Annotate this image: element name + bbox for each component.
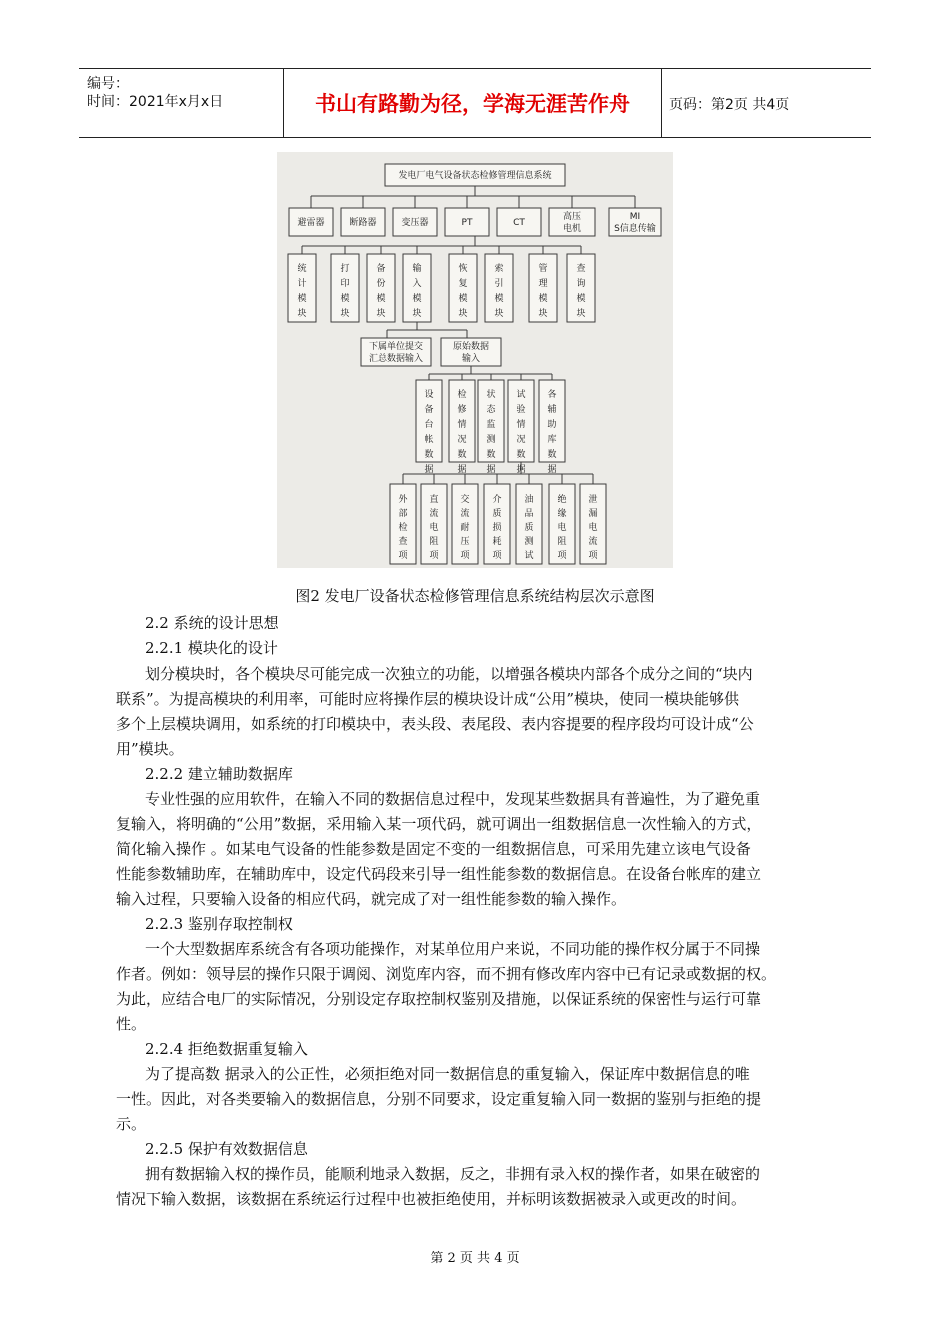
p2-line: 简化输入操作 。如某电气设备的性能参数是固定不变的一组数据信息，可采用先建立该电气设备: [116, 840, 751, 858]
p4-line: 一性。因此，对各类要输入的数据信息，分别不同要求，设定重复输入同一数据的鉴别与拒绝的提: [116, 1090, 762, 1108]
p3-line: 为此，应结合电厂的实际情况，分别设定存取控制权鉴别及措施，以保证系统的保密性与运行可靠: [116, 990, 762, 1008]
level1-label: CT: [513, 218, 525, 228]
section-2-2: 2.2 系统的设计思想: [145, 614, 279, 632]
level4-label: 状态监测数据: [486, 390, 496, 475]
p5-line: 情况下输入数据，该数据在系统运行过程中也被拒绝使用，并标明该数据被录入或更改的时间。: [116, 1190, 747, 1208]
level1-label: 避雷器: [297, 218, 325, 228]
level1-label: 变压器: [401, 218, 429, 228]
level5-label: 外部检查项: [398, 495, 408, 561]
level2-label: 查询模块: [576, 264, 586, 319]
level3-label: 原始数据: [452, 342, 490, 352]
number-label: 编号：: [87, 76, 129, 92]
p1-line: 用”模块。: [116, 740, 184, 758]
level5-label: 泄漏电流项: [588, 495, 598, 561]
p4-line: 示。: [116, 1115, 147, 1133]
level4-label: 检修情况数据: [457, 390, 467, 475]
level5-label: 直流电阻项: [429, 495, 439, 561]
motto: 书山有路勤为径，学海无涯苦作舟: [283, 69, 662, 137]
p3-line: 一个大型数据库系统含有各项功能操作，对某单位用户来说，不同功能的操作权分属于不同操: [145, 940, 761, 958]
level2-label: 打印模块: [340, 264, 350, 319]
level1-label: 电机: [562, 224, 582, 234]
level2-label: 备份模块: [376, 264, 386, 319]
level5-label: 油品质测试: [524, 495, 534, 561]
p3-line: 性。: [116, 1015, 147, 1033]
page-header: [79, 68, 871, 138]
p1-line: 多个上层模块调用，如系统的打印模块中，表头段、表尾段、表内容提要的程序段均可设计成“公: [116, 715, 754, 733]
p3-line: 作者。例如：领导层的操作只限于调阅、浏览库内容，而不拥有修改库内容中已有记录或数据的权。: [116, 965, 777, 983]
level3-label: 汇总数据输入: [368, 354, 424, 364]
level3-label: 下属单位提交: [368, 342, 424, 352]
level2-label: 管理模块: [538, 264, 548, 319]
section-2-2-5: 2.2.5 保护有效数据信息: [145, 1140, 308, 1158]
section-2-2-2: 2.2.2 建立辅助数据库: [145, 765, 293, 783]
diagram-svg: [277, 152, 673, 568]
figure-caption: 图2 发电厂设备状态检修管理信息系统结构层次示意图: [295, 587, 655, 605]
level1-label: MI: [629, 212, 641, 222]
level2-label: 恢复模块: [458, 264, 468, 319]
p5-line: 拥有数据输入权的操作员，能顺利地录入数据，反之，非拥有录入权的操作者，如果在破密的: [145, 1165, 761, 1183]
page-footer: 第 2 页 共 4 页: [430, 1251, 520, 1266]
structure-diagram: [277, 152, 673, 568]
level3-label: 输入: [461, 354, 481, 364]
level2-label: 索引模块: [494, 264, 504, 319]
level5-label: 交流耐压项: [460, 495, 470, 561]
section-2-2-1: 2.2.1 模块化的设计: [145, 639, 278, 657]
section-2-2-4: 2.2.4 拒绝数据重复输入: [145, 1040, 308, 1058]
level1-label: S信息传输: [614, 224, 656, 234]
level2-label: 统计模块: [297, 264, 307, 319]
level1-label: 高压: [562, 212, 582, 222]
level1-label: PT: [461, 218, 473, 228]
p2-line: 复输入，将明确的“公用”数据，采用输入某一项代码，就可调出一组数据信息一次性输入的方式，: [116, 815, 762, 833]
time-label: 时间：2021年x月x日: [87, 94, 224, 110]
p2-line: 专业性强的应用软件，在输入不同的数据信息过程中，发现某些数据具有普遍性，为了避免重: [145, 790, 761, 808]
p4-line: 为了提高数 据录入的公正性，必须拒绝对同一数据信息的重复输入，保证库中数据信息的唯: [145, 1065, 750, 1083]
level4-label: 试验情况数据: [516, 390, 526, 475]
level4-label: 各辅助库数据: [547, 390, 557, 475]
level5-label: 介质损耗项: [492, 495, 502, 561]
level1-label: 断路器: [349, 218, 377, 228]
level2-label: 输入模块: [412, 264, 422, 319]
level5-label: 绝缘电阻项: [557, 495, 567, 561]
header-left-cell: [79, 69, 283, 137]
p2-line: 输入过程，只要输入设备的相应代码，就完成了对一组性能参数的输入操作。: [116, 890, 627, 908]
p1-line: 联系”。为提高模块的利用率，可能时应将操作层的模块设计成“公用”模块，使同一模块能够供: [116, 690, 740, 708]
page-label: 页码：第2页 共4页: [669, 97, 790, 113]
section-2-2-3: 2.2.3 鉴别存取控制权: [145, 915, 293, 933]
p2-line: 性能参数辅助库，在辅助库中，设定代码段来引导一组性能参数的数据信息。在设备台帐库的建立: [116, 865, 762, 883]
level4-label: 设备台帐数据: [424, 390, 434, 475]
root-label: 发电厂电气设备状态检修管理信息系统: [398, 171, 552, 181]
p1-line: 划分模块时，各个模块尽可能完成一次独立的功能，以增强各模块内部各个成分之间的“块内: [145, 665, 753, 683]
